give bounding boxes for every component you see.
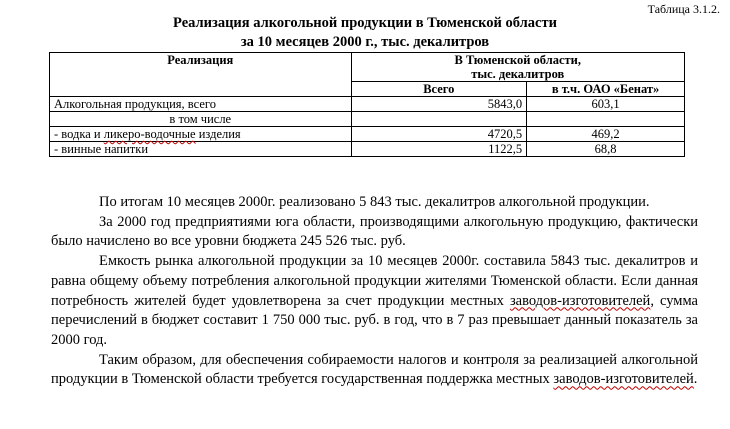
table-subtitle: за 10 месяцев 2000 г., тыс. декалитров xyxy=(240,34,490,50)
paragraph-4-part-b: . xyxy=(693,371,698,388)
row-label: - винные напитки xyxy=(50,142,352,157)
row-total: 5843,0 xyxy=(351,97,527,112)
body-text xyxy=(51,193,698,390)
row-total: 1122,5 xyxy=(351,142,527,157)
row-label-pre: - водка и xyxy=(54,127,104,141)
row-benat: 469,2 xyxy=(527,127,685,142)
row-label xyxy=(50,127,352,142)
header-benat: в т.ч. ОАО «Бенат» xyxy=(527,82,685,97)
row-total: 4720,5 xyxy=(351,127,527,142)
paragraph-3 xyxy=(51,252,698,351)
row-label: Алкогольная продукция, всего xyxy=(50,97,352,112)
row-label-post: изделия xyxy=(195,127,241,141)
paragraph-3-part-a: Емкость рынка алкогольной продукции за 10 месяцев 2000г. составила 5843 тыс. декалитров и равна общему объему потребления алкогольной продукции жителями Тюменской области. Если данная потребность жителей будет удовлетворена за счет продукции местных xyxy=(51,253,698,309)
table-row xyxy=(50,142,685,157)
spellcheck-underlined-word[interactable]: заводов-изготовителей xyxy=(553,371,694,388)
header-total: Всего xyxy=(351,82,527,97)
row-label: в том числе xyxy=(50,112,352,127)
table-header-row xyxy=(50,53,685,82)
spellcheck-underlined-word[interactable]: заводов-изготовителей xyxy=(509,292,651,309)
row-total xyxy=(351,112,527,127)
table-title: Реализация алкогольной продукции в Тюменской области xyxy=(173,15,557,31)
header-group-line1: В Тюменской области, xyxy=(454,53,581,67)
row-benat: 603,1 xyxy=(527,97,685,112)
header-realization: Реализация xyxy=(50,53,352,97)
table-row xyxy=(50,112,685,127)
spellcheck-underlined-word[interactable]: ликеро-водочные xyxy=(103,127,196,141)
row-benat xyxy=(527,112,685,127)
header-region-group xyxy=(351,53,684,82)
header-group-line2: тыс. декалитров xyxy=(471,67,565,81)
paragraph-3-part-b: , сумма перечислений в бюджет составит 1 750 000 тыс. руб. в год, что в 7 раз превышает данный показатель за 2000 год. xyxy=(51,292,698,348)
paragraph-2: За 2000 год предприятиями юга области, производящими алкогольную продукцию, фактически было начислено во все уровни бюджета 245 526 тыс. руб. xyxy=(51,213,698,250)
table-row xyxy=(50,127,685,142)
sales-table xyxy=(49,52,685,157)
paragraph-4 xyxy=(51,351,698,390)
table-row xyxy=(50,97,685,112)
row-benat: 68,8 xyxy=(527,142,685,157)
paragraph-4-part-a: Таким образом, для обеспечения собираемости налогов и контроля за реализацией алкогольной продукции в Тюменской области требуется государственная поддержка местных xyxy=(51,351,698,388)
table-number: Таблица 3.1.2. xyxy=(647,2,720,16)
paragraph-1: По итогам 10 месяцев 2000г. реализовано 5 843 тыс. декалитров алкогольной продукции. xyxy=(99,194,650,210)
